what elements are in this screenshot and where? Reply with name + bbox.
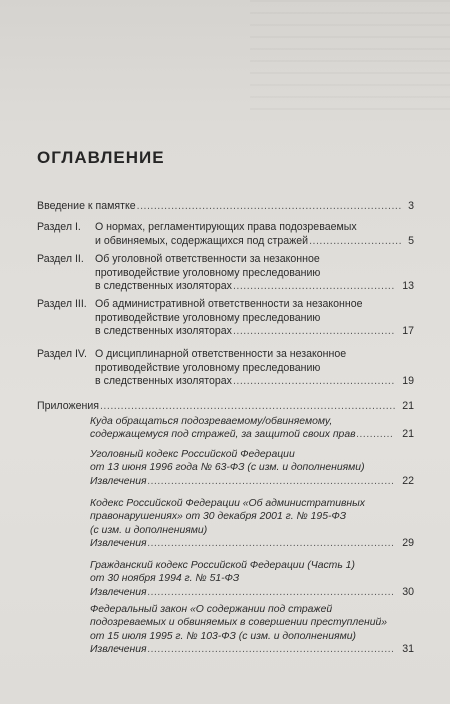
entry-line: от 13 июня 1996 года № 63-ФЗ (с изм. и дополнениями)	[90, 462, 365, 474]
toc-subentry-2	[90, 448, 414, 488]
entry-line: Об уголовной ответственности за незаконное	[95, 253, 320, 265]
entry-line: подозреваемых и обвиняемых в совершении преступлений»	[90, 617, 388, 629]
entry-line: Об административной ответственности за незаконное	[95, 298, 363, 310]
entry-line: (с изм. и дополнениями)	[90, 524, 208, 536]
page-number: 29	[402, 537, 414, 550]
section-label: Раздел IV.	[37, 348, 87, 360]
section-label: Раздел II.	[37, 253, 84, 265]
page-number: 31	[402, 643, 414, 656]
page-number: 22	[402, 474, 414, 487]
entry-line: в следственных изоляторах	[95, 280, 232, 293]
page-number: 5	[408, 234, 414, 247]
entry-line: в следственных изоляторах	[95, 325, 232, 338]
page-number: 19	[402, 375, 414, 388]
section-label: Раздел III.	[37, 298, 87, 310]
entry-line: Извлечения	[90, 538, 147, 550]
toc-subentry-3	[90, 497, 414, 551]
toc-subentry-4	[90, 559, 414, 599]
entry-line: Гражданский кодекс Российской Федерации (Часть 1)	[90, 560, 355, 571]
page-number: 21	[402, 428, 414, 441]
entry-text: Приложения	[37, 400, 99, 412]
bleed-through-text	[250, 0, 450, 110]
toc-subentry-1	[90, 415, 414, 442]
entry-line: Кодекс Российской Федерации «Об административных	[90, 498, 365, 509]
entry-line: Уголовный кодекс Российской Федерации	[90, 449, 295, 460]
toc-subentry-5	[90, 603, 414, 657]
entry-line: противодействие уголовному преследованию	[95, 361, 321, 374]
entry-line: правонарушениях» от 30 декабря 2001 г. № 195-ФЗ	[90, 511, 347, 523]
entry-line: противодействие уголовному преследованию	[95, 311, 321, 324]
entry-line: и обвиняемых, содержащихся под стражей	[95, 234, 309, 247]
entry-line: Извлечения	[90, 644, 147, 656]
entry-line: О дисциплинарной ответственности за незаконное	[95, 348, 347, 360]
entry-line: Куда обращаться подозреваемому/обвиняемому,	[90, 416, 333, 427]
entry-line: в следственных изоляторах	[95, 375, 232, 388]
entry-line: от 30 ноября 1994 г. № 51-ФЗ	[90, 573, 240, 585]
page-number: 17	[402, 325, 414, 338]
page-number: 13	[402, 280, 414, 293]
entry-line: О нормах, регламентирующих права подозреваемых	[95, 221, 357, 233]
page-number: 3	[408, 200, 414, 212]
entry-text: Введение к памятке	[37, 200, 136, 212]
page-number: 30	[402, 585, 414, 598]
entry-line: Извлечения	[90, 586, 147, 598]
entry-line: Федеральный закон «О содержании под стражей	[90, 604, 333, 615]
entry-line: содержащемуся под стражей, за защитой своих прав	[90, 429, 356, 441]
page-number: 21	[402, 400, 414, 412]
section-label: Раздел I.	[37, 221, 81, 233]
entry-line: от 15 июля 1995 г. № 103-ФЗ (с изм. и дополнениями)	[90, 630, 356, 642]
entry-line: Извлечения	[90, 475, 147, 487]
entry-line: противодействие уголовному преследованию	[95, 266, 321, 279]
toc-title: ОГЛАВЛЕНИЕ	[37, 148, 165, 167]
